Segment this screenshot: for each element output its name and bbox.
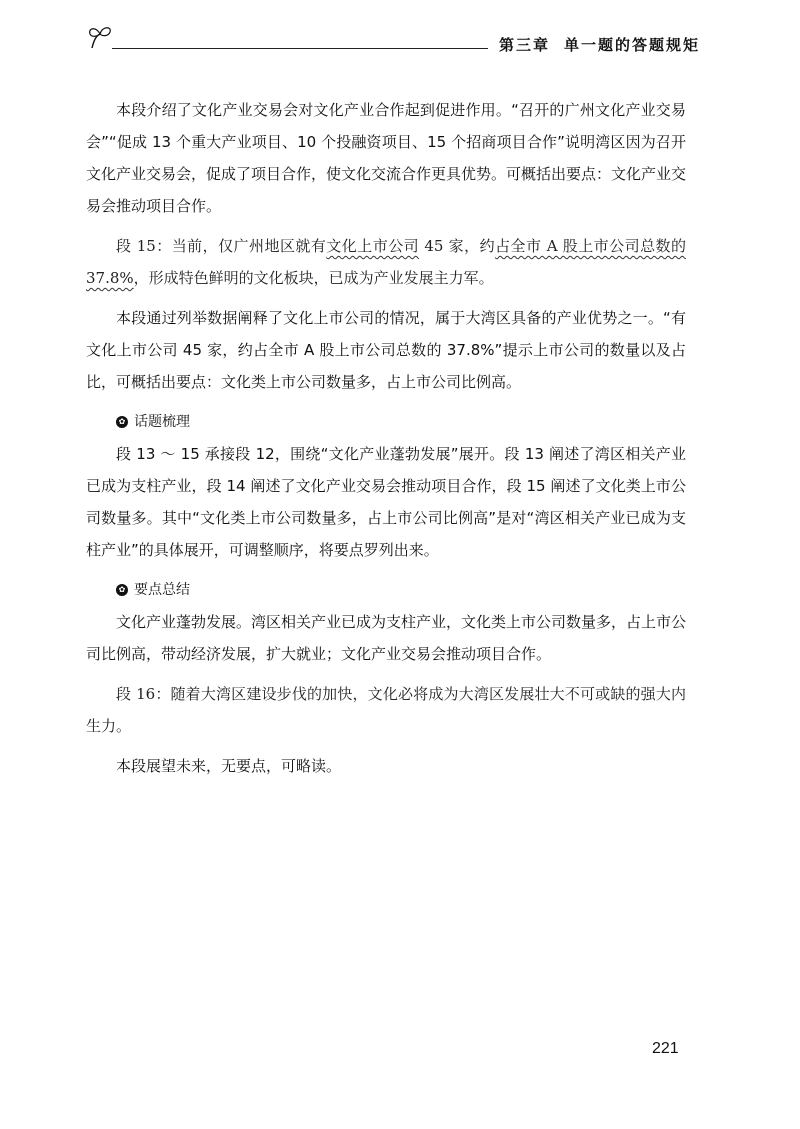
section-label: 要点总结 xyxy=(134,582,190,598)
page-header xyxy=(86,22,700,62)
wavy-underline-text: 占全市 A 股上市公司总数的 37.8% xyxy=(86,237,687,287)
paragraph-analysis-15: 本段通过列举数据阐释了文化上市公司的情况，属于大湾区具备的产业优势之一。“有文化上市公司 45 家，约占全市 A 股上市公司总数的 37.8%”提示上市公司的数量以及占比，可概括出要点：文化类上市公司数量多，占上市公司比例高。 xyxy=(86,309,686,391)
header-title xyxy=(499,34,700,55)
paragraph-topic-review: 段 13 ～ 15 承接段 12，围绕“文化产业蓬勃发展”展开。段 13 阐述了湾区相关产业已成为支柱产业，段 14 阐述了文化产业交易会推动项目合作，段 15 阐述了文化类上市公司数量多。其中“文化类上市公司数量多，占上市公司比例高”是对“湾区相关产业已成为支柱产业”的具体展开，可调整顺序，将要点罗列出来。 xyxy=(86,445,686,559)
section-topic-review xyxy=(86,406,686,438)
chapter-title: 单一题的答题规矩 xyxy=(563,36,700,54)
paragraph-key-summary: 文化产业蓬勃发展。湾区相关产业已成为支柱产业，文化类上市公司数量多，占上市公司比例高，带动经济发展，扩大就业；文化产业交易会推动项目合作。 xyxy=(86,613,687,663)
paragraph-analysis-14: 本段介绍了文化产业交易会对文化产业合作起到促进作用。“召开的广州文化产业交易会”“促成 13 个重大产业项目、10 个投融资项目、15 个招商项目合作”说明湾区因为召开文化产业交易会，促成了项目合作，使文化交流合作更具优势。可概括出要点：文化产业交易会推动项目合作。 xyxy=(86,101,687,215)
paragraph-quote-16: 段 16：随着大湾区建设步伐的加快，文化必将成为大湾区发展壮大不可或缺的强大内生力。 xyxy=(86,685,686,735)
quote-text: 段 15：当前，仅广州地区就有 xyxy=(116,237,327,255)
bullet-circle-icon: ✿ xyxy=(116,584,128,596)
quote-text: 45 家，约 xyxy=(419,237,496,255)
paragraph-analysis-16: 本段展望未来，无要点，可略读。 xyxy=(116,757,342,775)
paragraph-quote-15 xyxy=(86,230,686,294)
header-rule xyxy=(112,48,488,49)
quote-text: ，形成特色鲜明的文化板块，已成为产业发展主力军。 xyxy=(133,269,494,287)
page-content xyxy=(86,94,686,782)
section-label: 话题梳理 xyxy=(134,414,190,430)
page-number: 221 xyxy=(652,1040,679,1057)
wavy-underline-text: 文化上市公司 xyxy=(326,237,420,255)
bullet-circle-icon: ✿ xyxy=(116,416,128,428)
section-key-summary xyxy=(86,574,686,606)
chapter-label: 第三章 xyxy=(498,36,550,54)
